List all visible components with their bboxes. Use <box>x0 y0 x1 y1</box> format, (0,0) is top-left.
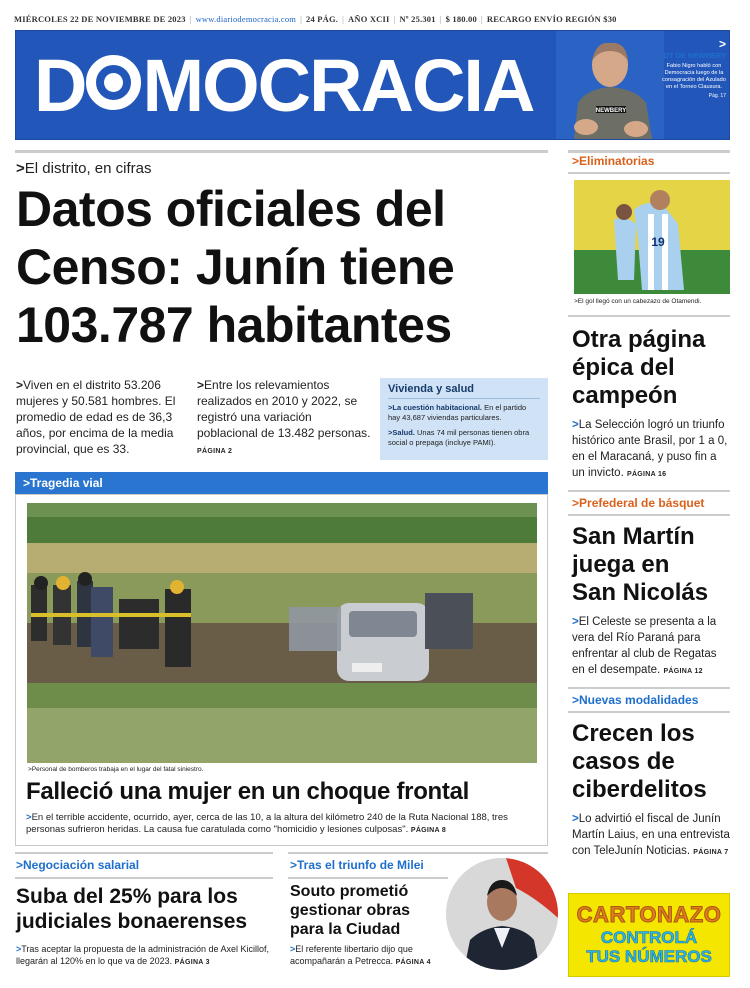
divider <box>568 150 730 153</box>
promo-line-1: CARTONAZO <box>576 902 722 927</box>
promo-line-3: TUS NÚMEROS <box>586 947 712 966</box>
football-photo[interactable] <box>574 180 730 294</box>
lead-headline[interactable]: Datos oficiales del Censo: Junín tiene 103.787 habitantes <box>16 181 455 353</box>
divider <box>288 852 548 854</box>
page-count: 24 PÁG. <box>306 14 339 24</box>
ciber-body: >Lo advirtió el fiscal de Junín Martín Laius, en una entrevista con TeleJunín Noticias. PÁGINA 7 <box>572 813 730 857</box>
milei-headline[interactable]: Souto prometió gestionar obras para la Ciudad <box>290 883 411 938</box>
crash-photo-caption: >Personal de bomberos trabaja en el lugar del fatal siniestro. <box>28 766 204 773</box>
divider <box>288 877 448 879</box>
ciber-kicker: >Nuevas modalidades <box>572 693 699 707</box>
site-url[interactable]: www.diariodemocracia.com <box>195 14 297 24</box>
lead-kicker: >El distrito, en cifras <box>16 160 152 177</box>
divider <box>15 150 548 153</box>
ciber-headline[interactable]: Crecen los casos de ciberdelitos <box>572 720 707 803</box>
eliminatorias-kicker: >Eliminatorias <box>572 154 655 168</box>
crash-headline[interactable]: Falleció una mujer en un choque frontal <box>26 778 470 805</box>
newspaper-logo[interactable]: D MOCRACIA <box>34 44 534 127</box>
souto-portrait <box>446 858 558 970</box>
masthead <box>15 30 730 140</box>
crash-photo[interactable] <box>27 503 537 763</box>
divider <box>15 852 273 854</box>
price: $ 180.00 <box>445 14 477 24</box>
divider <box>568 315 730 317</box>
logo-o-icon <box>86 55 141 110</box>
judiciales-body: >Tras aceptar la propuesta de la administración de Axel Kicillof, llegarán al 120% en lo que va de 2023. PÁGINA 3 <box>16 944 270 966</box>
eliminatorias-headline[interactable]: Otra página épica del campeón <box>572 326 706 409</box>
box-item: >Salud. Unas 74 mil personas tienen obra social o prepaga (incluye PAMI). <box>388 428 530 447</box>
judiciales-headline[interactable]: Suba del 25% para los judiciales bonaerenses <box>16 885 248 933</box>
lead-column-1: >Viven en el distrito 53.206 mujeres y 50.581 hombres. El promedio de edad es de 36,3 años, por encima de la media provincial, que es 33. <box>16 378 176 456</box>
cartonazo-promo[interactable] <box>568 893 730 977</box>
milei-body: >El referente libertario dijo que acompañarán a Petrecca. PÁGINA 4 <box>290 944 431 966</box>
promo-page: Pág. 17 <box>708 93 726 99</box>
crash-body: >En el terrible accidente, ocurrido, ayer, cerca de las 10, a la altura del kilómetro 240 de la Ruta Nacional 188, tres personas sufrieron heridas. La causa fue caratulada como "homicidio y lesiones culposas". PÁGINA 8 <box>26 812 508 835</box>
edition-date: MIÉRCOLES 22 DE NOVIEMBRE DE 2023 <box>14 14 186 24</box>
divider <box>568 172 730 174</box>
milei-kicker: >Tras el triunfo de Milei <box>290 858 424 872</box>
football-photo-caption: >El gol llegó con un cabezazo de Otamendi. <box>574 298 702 305</box>
divider <box>568 514 730 516</box>
basquet-kicker: >Prefederal de básquet <box>572 496 705 510</box>
coach-photo <box>556 31 664 139</box>
chevron-right-icon: > <box>718 37 726 51</box>
divider <box>15 877 273 879</box>
basquet-headline[interactable]: San Martín juega en San Nicolás <box>572 523 709 606</box>
svg-text:19: 19 <box>651 235 665 249</box>
svg-text:NEWBERY: NEWBERY <box>595 108 627 114</box>
eliminatorias-body: >La Selección logró un triunfo histórico ante Brasil, por 1 a 0, en el Maracaná, y puso fin a un invicto. PÁGINA 16 <box>572 419 728 479</box>
edition-info-bar: MIÉRCOLES 22 DE NOVIEMBRE DE 2023 | www.diariodemocracia.com | 24 PÁG. | AÑO XCII | Nº 25.301 | $ 180.00 | RECARGO ENVÍO REGIÓN $30 <box>14 14 617 24</box>
vivienda-salud-box <box>380 378 548 460</box>
basquet-body: >El Celeste se presenta a la vera del Río Paraná para enfrentar al club de Regatas en el desempate. PÁGINA 12 <box>572 616 717 676</box>
divider <box>568 687 730 689</box>
judiciales-kicker: >Negociación salarial <box>16 858 140 872</box>
promo-body: Fabio Nigro habló con Democracia luego de la consagración del Azulado en el Torneo Clausura. <box>662 63 726 90</box>
surcharge: RECARGO ENVÍO REGIÓN $30 <box>486 14 617 24</box>
divider <box>568 711 730 713</box>
tragedia-kicker-bar: >Tragedia vial <box>15 472 548 494</box>
box-title: Vivienda y salud <box>388 383 540 399</box>
lead-column-2: >Entre los relevamientos realizados en 2010 y 2022, se registró una variación poblacional de 13.482 personas. PÁGINA 2 <box>197 378 371 455</box>
promo-kicker: DT DE NEWBERY <box>663 51 726 60</box>
year-label: AÑO XCII <box>348 14 390 24</box>
promo-line-2: CONTROLÁ <box>600 928 698 947</box>
box-item: >La cuestión habitacional. En el partido hay 43,687 viviendas particulares. <box>388 403 527 422</box>
divider <box>568 490 730 492</box>
masthead-promo[interactable] <box>662 37 726 137</box>
issue-number: Nº 25.301 <box>399 14 436 24</box>
